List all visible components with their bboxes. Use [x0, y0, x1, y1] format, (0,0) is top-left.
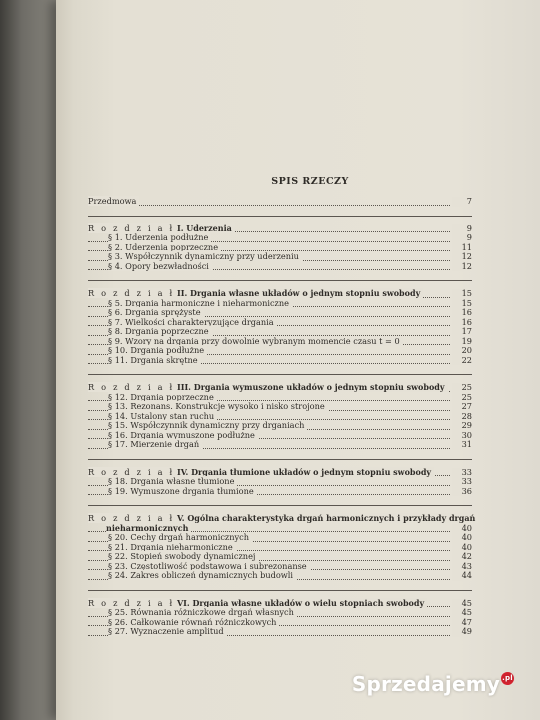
- page-number: 30: [452, 431, 472, 441]
- section-title: § 13. Rezonans. Konstrukcje wysoko i nisko strojone: [108, 401, 328, 411]
- section-title: § 20. Cechy drgań harmonicznych: [108, 532, 252, 542]
- section-title: § 22. Stopień swobody dynamicznej: [108, 551, 258, 561]
- toc-section-entry: [88, 440, 472, 450]
- section-title: § 5. Drgania harmoniczne i nieharmoniczne: [108, 298, 292, 308]
- chapter-divider: [88, 590, 472, 591]
- page-number: 12: [452, 262, 472, 272]
- leader-dots: [88, 205, 450, 206]
- page-number: 33: [452, 468, 472, 478]
- page-number: 28: [452, 412, 472, 422]
- section-title: § 8. Drgania poprzeczne: [108, 326, 212, 336]
- watermark: [352, 672, 514, 696]
- toc-section-entry: [88, 356, 472, 366]
- section-title: § 10. Drgania podłużne: [108, 345, 207, 355]
- section-title: § 6. Drgania sprężyste: [108, 307, 204, 317]
- chapter-divider: [88, 280, 472, 281]
- page-number: 40: [452, 533, 472, 543]
- toc-intro: [88, 197, 472, 207]
- page-number: 42: [452, 552, 472, 562]
- section-title: § 4. Opory bezwładności: [108, 261, 212, 271]
- section-title: § 3. Współczynnik dynamiczny przy uderzeniu: [108, 251, 302, 261]
- section-title: § 12. Drgania poprzeczne: [108, 392, 217, 402]
- page-number: 29: [452, 421, 472, 431]
- page-number: 47: [452, 618, 472, 628]
- chapter-label: R o z d z i a ł: [88, 382, 175, 392]
- section-title: § 17. Mierzenie drgań: [108, 439, 202, 449]
- chapter-heading-text: [88, 513, 478, 523]
- section-title: § 19. Wymuszone drgania tłumione: [108, 486, 257, 496]
- chapter-title: I. Uderzenia: [176, 222, 232, 233]
- section-title: § 23. Częstotliwość podstawowa i subrezonanse: [108, 561, 310, 571]
- chapters-list: [88, 216, 476, 637]
- page-number: 7: [452, 197, 472, 207]
- page-number: 15: [452, 289, 472, 299]
- page-number: 9: [452, 224, 472, 234]
- chapter-label: R o z d z i a ł: [88, 222, 175, 233]
- chapter-label: R o z d z i a ł: [88, 466, 175, 477]
- page-number: 31: [452, 440, 472, 450]
- page-number: 16: [452, 318, 472, 328]
- chapter-heading-text: [88, 467, 434, 477]
- table-of-contents: [88, 176, 476, 637]
- page-number: 9: [452, 233, 472, 243]
- page-number: 49: [452, 627, 472, 637]
- page-number: 12: [452, 252, 472, 262]
- section-title: § 24. Zakres obliczeń dynamicznych budowli: [108, 570, 296, 580]
- section-title: § 27. Wyznaczenie amplitud: [108, 626, 227, 636]
- section-title: § 9. Wzory na drgania przy dowolnie wybranym momencie czasu t = 0: [108, 336, 403, 346]
- chapter-title: V. Ogólna charakterystyka drgań harmonicznych i przykłady drgań: [176, 513, 476, 523]
- watermark-text: Sprzedajemy: [351, 672, 500, 696]
- page-number: 25: [452, 393, 472, 403]
- chapter-title: III. Drgania wymuszone układów o jednym stopniu swobody: [176, 382, 445, 392]
- chapter-title: VI. Drgania własne układów o wielu stopniach swobody: [176, 597, 425, 608]
- section-title: § 25. Równania różniczkowe drgań własnych: [108, 607, 297, 617]
- page-number: 19: [452, 337, 472, 347]
- chapter-divider: [88, 374, 472, 375]
- page-number: 43: [452, 562, 472, 572]
- section-title: § 11. Drgania skrętne: [108, 355, 201, 365]
- toc-section-entry: [88, 487, 472, 497]
- page-number: 33: [452, 477, 472, 487]
- toc-section-entry: [88, 571, 472, 581]
- section-title: § 15. Współczynnik dynamiczny przy drganiach: [108, 420, 307, 430]
- chapter-title: IV. Drgania tłumione układów o jednym stopniu swobody: [176, 466, 432, 477]
- watermark-badge: .pl: [501, 672, 514, 685]
- chapter-heading-text: [88, 288, 423, 298]
- page-number: 40: [452, 524, 472, 534]
- page-number: 44: [452, 571, 472, 581]
- page-number: 17: [452, 327, 472, 337]
- section-title: § 26. Całkowanie równań różniczkowych: [108, 617, 279, 627]
- chapter-label: R o z d z i a ł: [88, 597, 175, 608]
- chapter-divider: [88, 459, 472, 460]
- chapter-label: R o z d z i a ł: [88, 288, 175, 298]
- page-number: 27: [452, 402, 472, 412]
- section-title: § 1. Uderzenia podłużne: [108, 232, 211, 242]
- page-number: 36: [452, 487, 472, 497]
- toc-intro-label: Przedmowa: [88, 196, 139, 206]
- section-title: § 7. Wielkości charakteryzujące drgania: [108, 317, 277, 327]
- chapter-heading-text: [88, 223, 235, 233]
- chapter-label: R o z d z i a ł: [88, 513, 175, 523]
- chapter-heading-text: [88, 598, 427, 608]
- section-title: § 16. Drgania wymuszone podłużne: [108, 430, 258, 440]
- page-number: 25: [452, 383, 472, 393]
- toc-section-entry: [88, 627, 472, 637]
- chapter-heading-text: [88, 382, 448, 392]
- page-number: 15: [452, 299, 472, 309]
- toc-title: SPIS RZECZY: [271, 176, 349, 187]
- page-number: 16: [452, 308, 472, 318]
- page-number: 45: [452, 608, 472, 618]
- page-number: 20: [452, 346, 472, 356]
- page-number: 45: [452, 599, 472, 609]
- chapter-divider: [88, 216, 472, 217]
- chapter-title-continued: nieharmonicznych: [106, 523, 191, 533]
- section-title: § 2. Uderzenia poprzeczne: [108, 242, 221, 252]
- section-title: § 18. Drgania własne tłumione: [108, 476, 237, 486]
- chapter-divider: [88, 505, 472, 506]
- page-number: 22: [452, 356, 472, 366]
- chapter-title: II. Drgania własne układów o jednym stopniu swobody: [176, 288, 421, 298]
- section-title: § 14. Ustalony stan ruchu: [108, 411, 217, 421]
- page-number: 11: [452, 243, 472, 253]
- section-title: § 21. Drgania nieharmoniczne: [108, 542, 236, 552]
- page-number: 40: [452, 543, 472, 553]
- toc-section-entry: [88, 262, 472, 272]
